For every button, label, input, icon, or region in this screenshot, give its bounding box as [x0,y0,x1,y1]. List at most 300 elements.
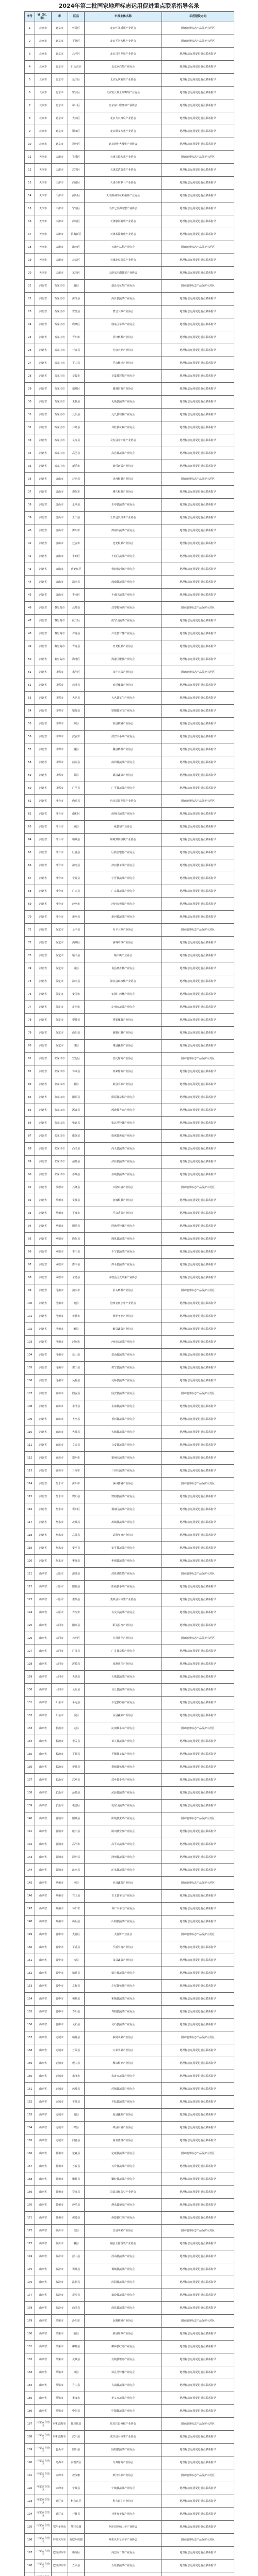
cell-index: 126 [25,1632,35,1645]
cell-direction: 地理标志运用促进重点联系指导 [162,1323,234,1335]
table-row [25,2160,234,2173]
cell-city: 张家口市 [52,1117,68,1129]
cell-province: 山西省 [35,2070,52,2082]
cell-direction: 地理标志运用促进重点联系指导 [162,1014,234,1026]
cell-city: 沧州市 [52,1336,68,1348]
cell-city: 吕梁市 [52,2353,68,2366]
cell-direction: 地理标志运用促进重点联系指导 [162,2431,234,2443]
cell-county: 平定县 [68,1697,85,1709]
cell-county: 云州区 [68,1632,85,1645]
cell-direction: 地理标志运用促进重点联系指导 [162,756,234,769]
cell-direction: 地理标志运用促进重点联系指导 [162,705,234,717]
cell-county: 怀柔区 [68,22,85,35]
cell-applicant: 满城草莓产业协会 [85,937,162,949]
cell-city: 承德市 [52,1207,68,1219]
cell-city: 石家庄市 [52,383,68,395]
cell-direction: 地理标志运用促进重点联系指导 [162,1890,234,1902]
cell-city: 乌海市 [52,2456,68,2469]
cell-county: 平泉市 [68,1207,85,1219]
cell-county: 晋州市 [68,331,85,344]
table-row [25,962,234,975]
cell-index: 54 [25,705,35,717]
cell-applicant: 北京延庆葡萄产业协会 [85,74,162,86]
cell-province: 内蒙古自治区 [35,2444,52,2456]
cell-county: 东丽区 [68,267,85,279]
cell-direction: 地理标志运用促进重点联系指导 [162,2096,234,2108]
cell-county: 滦州市 [68,524,85,537]
cell-applicant: 迁安板栗产业协会 [85,537,162,550]
cell-county: 大名县 [68,692,85,704]
table-row [25,2109,234,2122]
table-row [25,2508,234,2521]
cell-city: 大同市 [52,1619,68,1632]
cell-city: 邯郸市 [52,756,68,769]
cell-city: 邢台市 [52,808,68,820]
cell-index: 122 [25,1581,35,1593]
cell-index: 106 [25,1375,35,1387]
cell-city: 通辽市 [52,2495,68,2507]
cell-direction: 国家地理标志产品保护示范区 [162,1812,234,1825]
cell-city [52,2572,68,2576]
cell-province: 山西省 [35,1800,52,1812]
cell-applicant: 灵寿县金针菇产业协会 [85,434,162,447]
cell-direction: 地理标志运用促进重点联系指导 [162,409,234,421]
cell-county: 元氏县 [68,409,85,421]
cell-applicant: 天津静海葡萄产业协会 [85,215,162,228]
cell-applicant: 霸州市蔬菜产业协会 [85,1452,162,1464]
cell-applicant: 山阴县蔬菜产业协会 [85,1916,162,1928]
cell-county: 太谷区 [68,1928,85,1941]
cell-city: 秦皇岛市 [52,640,68,653]
cell-province: 河北省 [35,1336,52,1348]
cell-applicant: 赞皇大枣产业协会 [85,306,162,318]
cell-applicant: 隆化县蔬菜产业协会 [85,1233,162,1245]
cell-direction: 地理标志运用促进重点联系指导 [162,589,234,601]
cell-province: 河北省 [35,383,52,395]
cell-direction: 国家地理标志产品保护示范区 [162,2147,234,2160]
cell-city: 张家口市 [52,1053,68,1065]
cell-county: 寿阳县 [68,2006,85,2018]
cell-index: 93 [25,1207,35,1219]
cell-province: 河北省 [35,1516,52,1529]
cell-city: 北京市 [52,35,68,47]
cell-city: 衡水市 [52,1555,68,1567]
table-row [25,1967,234,1980]
cell-city: 石家庄市 [52,421,68,434]
cell-index: 164 [25,2122,35,2134]
cell-city: 太原市 [52,1581,68,1593]
table-row [25,576,234,589]
cell-county: 滦南县 [68,576,85,588]
table-row [25,1117,234,1130]
cell-city: 邯郸市 [52,692,68,704]
cell-direction: 地理标志运用促进重点联系指导 [162,267,234,279]
cell-province: 河北省 [35,1375,52,1387]
cell-county: 永济市 [68,2070,85,2082]
cell-province: 河北省 [35,1194,52,1207]
cell-province: 山西省 [35,1890,52,1902]
cell-county: 平顺县 [68,1748,85,1760]
cell-applicant: 北京房山磨盘柿产业协会 [85,99,162,112]
cell-province: 河北省 [35,306,52,318]
cell-index: 105 [25,1362,35,1374]
cell-city: 保定市 [52,1014,68,1026]
cell-applicant: 乐亭县蔬菜产业协会 [85,499,162,511]
cell-province: 天津市 [35,228,52,241]
table-row [25,2276,234,2289]
cell-city: 北京市 [52,112,68,125]
cell-county: 永年区 [68,666,85,679]
cell-direction: 地理标志运用促进重点联系指导 [162,640,234,653]
cell-province: 河北省 [35,318,52,331]
cell-index: 4 [25,61,35,73]
cell-index: 151 [25,1954,35,1967]
cell-province [35,2572,52,2576]
cell-direction: 地理标志运用促进重点联系指导 [162,2482,234,2495]
cell-index: 22 [25,293,35,305]
cell-city: 沧州市 [52,1375,68,1387]
cell-city: 衡水市 [52,1503,68,1516]
cell-province: 山西省 [35,2225,52,2237]
cell-direction: 国家地理标志产品保护示范区 [162,1632,234,1645]
cell-direction: 地理标志运用促进重点联系指导 [162,1143,234,1155]
cell-applicant: 曲阳石雕产业协会 [85,1027,162,1039]
cell-applicant: 玉田包尖白菜产业协会 [85,512,162,524]
cell-county: 灵寿县 [68,434,85,447]
cell-index: 141 [25,1825,35,1838]
table-row [25,48,234,61]
cell-applicant: 馆陶县黄瓜产业协会 [85,705,162,717]
cell-county: 望都县 [68,1014,85,1026]
cell-city: 邢台市 [52,834,68,846]
cell-index: 131 [25,1697,35,1709]
table-row [25,821,234,834]
cell-applicant: 壶关县蔬菜产业协会 [85,1735,162,1748]
table-row [25,112,234,125]
cell-province: 河北省 [35,679,52,691]
cell-county: 阳原县 [68,1091,85,1104]
cell-applicant: 行唐大枣产业协会 [85,344,162,357]
cell-province: 河北省 [35,1452,52,1464]
cell-index: 62 [25,808,35,820]
cell-city: 呼伦贝尔市 [52,2534,68,2546]
cell-index: 5 [25,74,35,86]
cell-city: 巴彦淖尔市 [52,2547,68,2559]
table-row [25,2134,234,2147]
cell-city: 廊坊市 [52,1426,68,1438]
cell-city: 保定市 [52,975,68,988]
cell-province: 山西省 [35,1916,52,1928]
cell-direction: 地理标志运用促进重点联系指导 [162,1954,234,1967]
cell-index: 124 [25,1606,35,1619]
cell-applicant: 鸡泽辣椒产业协会 [85,679,162,691]
cell-city: 长治市 [52,1800,68,1812]
cell-applicant: 宽城板栗产业协会 [85,1194,162,1207]
cell-index: 7 [25,99,35,112]
cell-city: 保定市 [52,1001,68,1013]
cell-applicant: 繁峙县蔬菜产业协会 [85,2173,162,2185]
cell-county: 康保县 [68,1130,85,1142]
cell-index: 170 [25,2199,35,2211]
cell-direction: 地理标志运用促进重点联系指导 [162,164,234,176]
cell-index: 68 [25,885,35,897]
cell-province: 山西省 [35,2379,52,2392]
cell-province: 北京市 [35,74,52,86]
cell-province: 山西省 [35,2315,52,2327]
cell-county: 曲阳县 [68,1027,85,1039]
cell-province: 山西省 [35,1748,52,1760]
cell-direction: 地理标志运用促进重点联系指导 [162,2238,234,2250]
cell-direction: 地理标志运用促进重点联系指导 [162,1065,234,1078]
cell-index: 132 [25,1709,35,1722]
cell-direction: 地理标志运用促进重点联系指导 [162,1967,234,1979]
cell-applicant: 天津宝坻大葱产业协会 [85,151,162,163]
table-row [25,1800,234,1812]
cell-county: 武清区 [68,164,85,176]
cell-city: 太原市 [52,1568,68,1580]
cell-applicant: 阳原县杂粮产业协会 [85,1091,162,1104]
table-row [25,2006,234,2019]
cell-direction: 地理标志运用促进重点联系指导 [162,988,234,1001]
cell-applicant: 阳城县蚕桑产业协会 [85,1812,162,1825]
cell-applicant: 抚宁区蔬菜产业协会 [85,615,162,627]
cell-county: 吴桥县 [68,1375,85,1387]
cell-city: 张家口市 [52,1143,68,1155]
table-row [25,2302,234,2315]
table-row [25,1568,234,1581]
cell-city: 衡水市 [52,1516,68,1529]
table-row [25,1658,234,1671]
cell-applicant: 定州市蔬菜产业协会 [85,1001,162,1013]
cell-county: 雄县 [68,1040,85,1052]
cell-county: 敖汉旗 [68,2469,85,2482]
cell-city: 邯郸市 [52,743,68,756]
cell-province: 河北省 [35,1259,52,1271]
cell-province: 河北省 [35,1478,52,1490]
cell-index: 23 [25,306,35,318]
cell-county: 尚义县 [68,1143,85,1155]
page-title: 2024年第二批国家地理标志运用促进重点联系指导名录 [58,3,200,9]
cell-city: 天津市 [52,164,68,176]
table-row [25,2379,234,2392]
cell-direction: 地理标志运用促进重点联系指导 [162,512,234,524]
cell-index: 114 [25,1478,35,1490]
cell-county: 乐亭县 [68,499,85,511]
cell-province: 山西省 [35,1761,52,1773]
cell-direction: 地理标志运用促进重点联系指导 [162,1207,234,1219]
cell-direction: 地理标志运用促进重点联系指导 [162,125,234,138]
cell-province: 天津市 [35,190,52,202]
cell-city: 忻州市 [52,2160,68,2173]
cell-county: 沁县 [68,1722,85,1735]
cell-applicant: 大同黄花产业协会 [85,1632,162,1645]
cell-province: 北京市 [35,125,52,138]
cell-city: 包头市 [52,2444,68,2456]
table-row [25,1001,234,1014]
cell-index: 80 [25,1040,35,1052]
cell-county: 围场县 [68,1220,85,1232]
cell-county: 门头沟区 [68,61,85,73]
cell-index: 129 [25,1671,35,1683]
header-cell-direction: 示范建设方向 [162,12,234,22]
cell-province: 山西省 [35,1697,52,1709]
cell-county: 大城县 [68,1426,85,1438]
table-row [25,615,234,628]
cell-province: 山西省 [35,1658,52,1670]
cell-province: 河北省 [35,1246,52,1258]
cell-city: 晋城市 [52,1851,68,1863]
cell-applicant: 威县梨产业协会 [85,821,162,833]
cell-index: 176 [25,2276,35,2289]
cell-applicant: 黎城县核桃产业协会 [85,1761,162,1773]
cell-province: 山西省 [35,2250,52,2263]
cell-direction: 国家地理标志产品保护示范区 [162,280,234,292]
cell-applicant: 泽州县蔬菜产业协会 [85,1851,162,1863]
cell-province: 山西省 [35,2134,52,2147]
cell-county: 武川县 [68,2431,85,2443]
cell-direction: 地理标志运用促进重点联系指导 [162,1864,234,1876]
cell-index: 55 [25,718,35,730]
cell-index: 40 [25,524,35,537]
cell-province: 河北省 [35,1400,52,1413]
cell-direction: 地理标志运用促进重点联系指导 [162,911,234,923]
cell-applicant: 元氏县核桃产业协会 [85,409,162,421]
cell-province: 北京市 [35,61,52,73]
cell-applicant: 饶阳县蔬菜产业协会 [85,1490,162,1503]
cell-province: 内蒙古自治区 [35,2521,52,2533]
cell-province: 山西省 [35,2109,52,2121]
cell-province: 山西省 [35,1864,52,1876]
cell-direction: 国家地理标志产品保护示范区 [162,241,234,253]
cell-province: 河北省 [35,1490,52,1503]
cell-province: 内蒙古自治区 [35,2456,52,2469]
cell-direction: 地理标志运用促进重点联系指导 [162,1130,234,1142]
cell-city: 吕梁市 [52,2392,68,2404]
cell-county: 滦平县 [68,1259,85,1271]
cell-province: 山西省 [35,2199,52,2211]
cell-city: 石家庄市 [52,396,68,408]
cell-direction: 地理标志运用促进重点联系指导 [162,2199,234,2211]
cell-county: 藁城区 [68,383,85,395]
cell-county: 内丘县 [68,795,85,807]
cell-applicant: 青龙板栗产业协会 [85,640,162,653]
cell-county: 安平县 [68,1542,85,1554]
table-row [25,1503,234,1516]
cell-county: 平谷区 [68,35,85,47]
cell-index: 133 [25,1722,35,1735]
cell-applicant: 安平县蔬菜产业协会 [85,1542,162,1554]
cell-applicant: 寿阳县蔬菜产业协会 [85,2006,162,2018]
table-row [25,1387,234,1400]
cell-applicant: 天津小站稻产业协会 [85,241,162,253]
table-row [25,74,234,87]
cell-applicant: 卢龙县甘薯产业协会 [85,628,162,640]
cell-city: 运城市 [52,2031,68,2044]
cell-index: 134 [25,1735,35,1748]
cell-direction: 地理标志运用促进重点联系指导 [162,1375,234,1387]
cell-city: 朔州市 [52,1903,68,1915]
cell-county: 鹿泉区 [68,318,85,331]
cell-applicant: 鹿泉区苹果产业协会 [85,318,162,331]
table-row [25,357,234,370]
cell-city: 邯郸市 [52,782,68,794]
cell-direction: 地理标志运用促进重点联系指导 [162,2379,234,2392]
table-row [25,2057,234,2070]
table-row [25,2572,234,2576]
cell-index: 192 [25,2482,35,2495]
cell-province: 河北省 [35,1117,52,1129]
cell-city: 赤峰市 [52,2469,68,2482]
cell-province: 山西省 [35,1954,52,1967]
table-row [25,512,234,524]
cell-applicant: 广灵县杂粮产业协会 [85,1645,162,1657]
table-row [25,1555,234,1568]
cell-province: 内蒙古自治区 [35,2482,52,2495]
cell-province: 河北省 [35,653,52,666]
table-row [25,872,234,885]
cell-applicant: 大城县蔬菜产业协会 [85,1426,162,1438]
cell-province: 河北省 [35,602,52,614]
table-row [25,924,234,937]
cell-city: 吕梁市 [52,2405,68,2417]
cell-applicant: 迁西板栗产业协会 [85,473,162,485]
cell-direction: 地理标志运用促进重点联系指导 [162,370,234,382]
cell-direction: 国家地理标志产品保护示范区 [162,1387,234,1400]
cell-county: 祁县 [68,1954,85,1967]
cell-index: 191 [25,2469,35,2482]
cell-province: 山西省 [35,2302,52,2314]
table-row [25,2199,234,2212]
cell-applicant: 怀来葡萄产业协会 [85,1065,162,1078]
table-row [25,885,234,898]
cell-index: 144 [25,1864,35,1876]
table-row [25,666,234,679]
table-row [25,1181,234,1194]
cell-province: 山西省 [35,2366,52,2379]
cell-city: 沧州市 [52,1349,68,1361]
cell-city: 运城市 [52,2109,68,2121]
header-cell-province: 省（区、市） [35,12,52,22]
cell-province: 河北省 [35,1001,52,1013]
cell-applicant: 围场马铃薯产业协会 [85,1220,162,1232]
cell-city: 邢台市 [52,795,68,807]
cell-applicant: 藁城宫面产业协会 [85,383,162,395]
table-row [25,383,234,396]
cell-index: 110 [25,1426,35,1438]
cell-applicant: 夏县蔬菜产业协会 [85,2109,162,2121]
cell-index: 36 [25,473,35,485]
cell-city: 吕梁市 [52,2341,68,2353]
cell-county: 临城县 [68,834,85,846]
cell-direction: 地理标志运用促进重点联系指导 [162,1439,234,1451]
cell-applicant: 北京通州大樱桃产业协会 [85,138,162,150]
cell-index: 103 [25,1336,35,1348]
cell-index: 171 [25,2212,35,2224]
cell-applicant: 五原县蔬菜产业协会 [85,2560,162,2572]
cell-city: 承德市 [52,1233,68,1245]
cell-city: 邯郸市 [52,769,68,782]
cell-direction: 地理标志运用促进重点联系指导 [162,357,234,369]
cell-applicant: 平泉香菇产业协会 [85,1207,162,1219]
table-row [25,1349,234,1362]
cell-direction: 地理标志运用促进重点联系指导 [162,1529,234,1541]
cell-applicant: 托克托县辣椒产业协会 [85,2418,162,2430]
cell-province: 河北省 [35,1014,52,1026]
cell-direction: 地理标志运用促进重点联系指导 [162,1413,234,1426]
cell-applicant: 沁州黄小米产业协会 [85,1722,162,1735]
cell-applicant: 海港区樱桃产业协会 [85,653,162,666]
cell-province: 河北省 [35,1297,52,1310]
